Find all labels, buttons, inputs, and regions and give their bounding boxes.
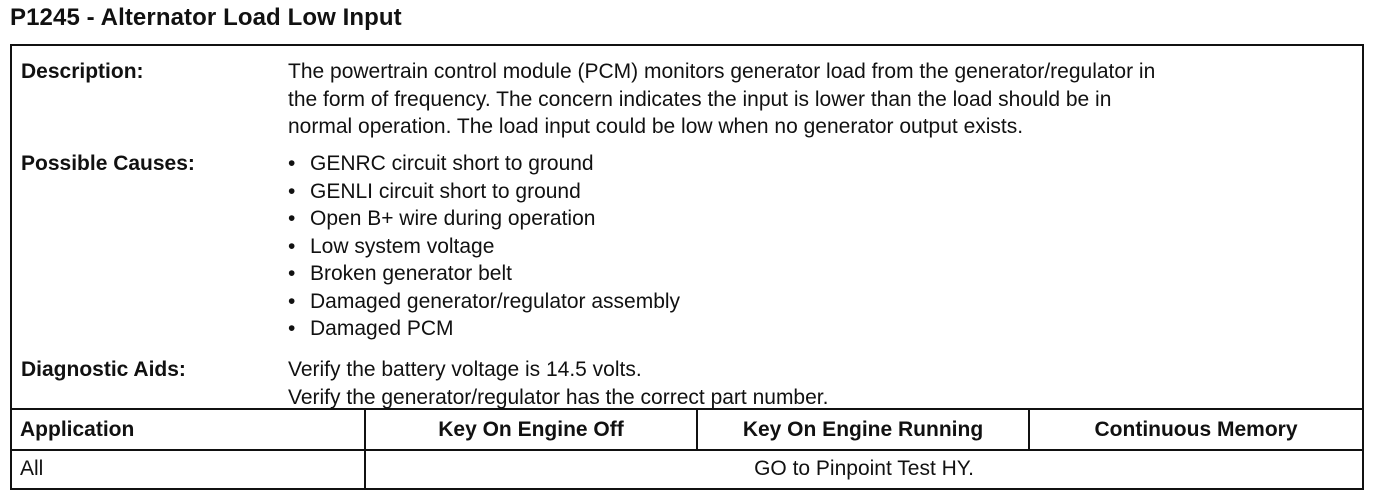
list-item: [288, 260, 1352, 288]
dtc-info-box: [10, 44, 1364, 490]
cause-text: GENRC circuit short to ground: [310, 152, 594, 175]
bullet-icon: •: [288, 262, 296, 285]
diagnostic-aids-line: Verify the battery voltage is 14.5 volts.: [288, 358, 642, 381]
list-item: [288, 233, 1352, 261]
cause-text: Damaged PCM: [310, 317, 454, 340]
possible-causes-list: [288, 150, 1352, 343]
cause-text: Open B+ wire during operation: [310, 207, 596, 230]
header-key-on-engine-running: Key On Engine Running: [696, 410, 1028, 449]
bullet-icon: •: [288, 317, 296, 340]
application-value: All: [20, 457, 44, 480]
bullet-icon: •: [288, 152, 296, 175]
cause-text: Broken generator belt: [310, 262, 512, 285]
table-row: [12, 450, 1362, 488]
cause-text: GENLI circuit short to ground: [310, 179, 581, 203]
description-line: The powertrain control module (PCM) monitors generator load from the generator/regulator in: [288, 60, 1156, 83]
header-application: Application: [20, 417, 135, 441]
header-key-on-engine-off: Key On Engine Off: [364, 410, 696, 449]
description-text: [288, 58, 1352, 141]
possible-causes-label: Possible Causes:: [21, 152, 195, 175]
description-line: normal operation. The load input could be low when no generator output exists.: [288, 115, 1024, 138]
list-item: [288, 288, 1352, 316]
pinpoint-test-instruction: GO to Pinpoint Test HY.: [364, 450, 1362, 488]
list-item: [288, 315, 1352, 343]
bullet-icon: •: [288, 289, 296, 313]
table-header-row: [12, 410, 1362, 451]
possible-causes-list-wrap: [288, 150, 1352, 343]
header-continuous-memory: Continuous Memory: [1028, 410, 1362, 449]
cause-text: Low system voltage: [310, 234, 495, 258]
list-item: [288, 178, 1352, 206]
bullet-icon: •: [288, 207, 296, 230]
bullet-icon: •: [288, 179, 296, 203]
page-title: P1245 - Alternator Load Low Input: [10, 4, 402, 31]
diagnostic-aids-line: Verify the generator/regulator has the correct part number.: [288, 385, 829, 409]
application-table: [12, 408, 1362, 488]
description-label: Description:: [21, 60, 144, 83]
diagnostic-aids-label: Diagnostic Aids:: [21, 358, 186, 381]
list-item: [288, 150, 1352, 178]
list-item: [288, 205, 1352, 233]
diagnostic-aids-text: [288, 356, 1352, 411]
cause-text: Damaged generator/regulator assembly: [310, 289, 681, 313]
description-line: the form of frequency. The concern indicates the input is lower than the load should be in: [288, 87, 1112, 111]
bullet-icon: •: [288, 234, 296, 258]
